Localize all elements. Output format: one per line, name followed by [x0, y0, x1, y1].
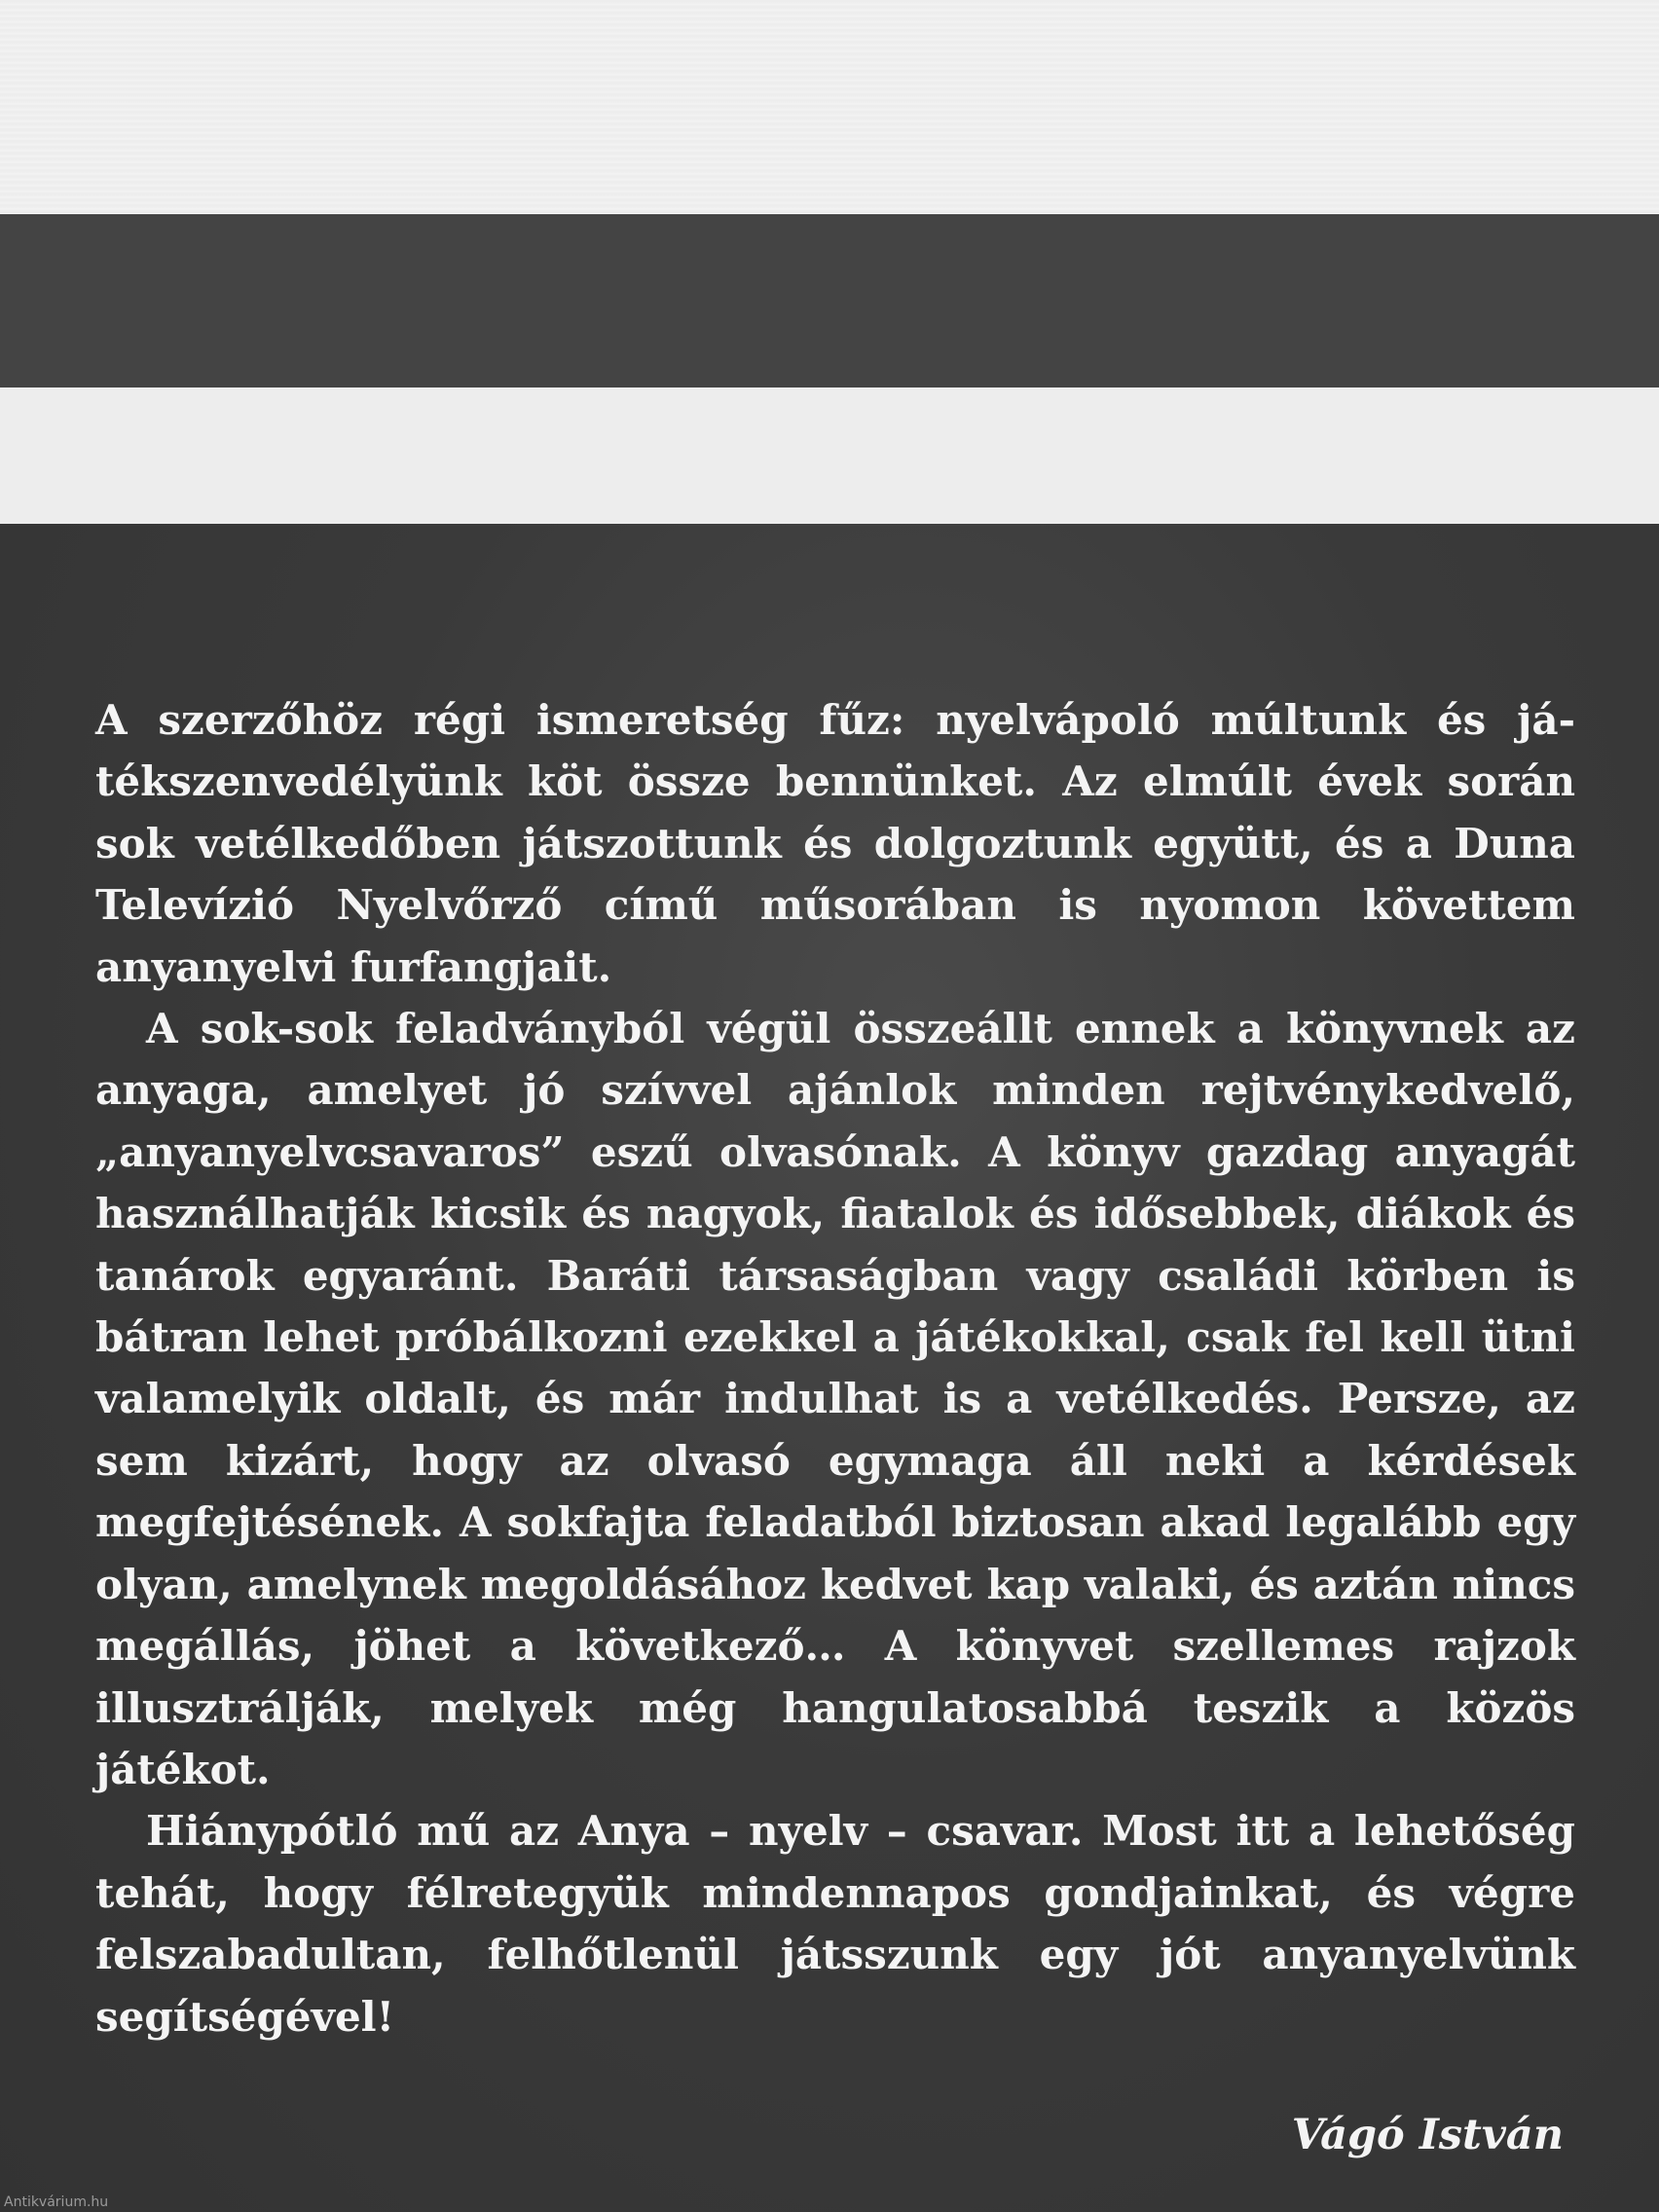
author-signature: Vágó István	[1291, 2111, 1564, 2159]
watermark-text: Antikvárium.hu	[4, 2194, 109, 2210]
paragraph-3: Hiánypótló mű az Anya – nyelv – csavar. Most itt a lehetőség tehát, hogy félretegyük mindennapos gondjainkat, és végre felszabadultan, felhőtlenül játsszunk egy jót anyanyelvünk segítségével!	[95, 1807, 1575, 2041]
dark-stripe	[0, 214, 1659, 387]
light-stripe	[0, 387, 1659, 524]
blurb-text	[95, 689, 1575, 2047]
paragraph-2: A sok-sok feladványból végül összeállt ennek a könyvnek az anyaga, amelyet jó szívvel ajánlok minden rejtvénykedvelő, „anyanyelvcsavaros” eszű olvasónak. A könyv gazdag anyagát használhatják kicsik és nagyok, fiatalok és idősebbek, diákok és tanárok egyaránt. Baráti társaságban vagy családi körben is bátran lehet próbálkozni ezekkel a játékokkal, csak fel kell ütni valamelyik oldalt, és már indulhat is a vetélkedés. Persze, az sem kizárt, hogy az olvasó egymaga áll neki a kérdések megfejtésének. A sokfajta feladatból biztosan akad legalább egy olyan, amelynek megoldásához kedvet kap valaki, és aztán nincs megállás, jöhet a következő… A könyvet szellemes rajzok illusztrálják, melyek még hangulatosabbá teszik a közös játékot.	[95, 1005, 1575, 1793]
paragraph-1: A szerzőhöz régi ismeretség fűz: nyelvápoló múltunk és játékszenvedélyünk köt össze bennünket. Az elmúlt évek során sok vetélkedőben játszottunk és dolgoztunk együtt, és a Duna Televízió Nyelvőrző című műsorában is nyomon követtem anyanyelvi furfangjait.	[95, 696, 1575, 991]
paper-background	[0, 0, 1659, 214]
